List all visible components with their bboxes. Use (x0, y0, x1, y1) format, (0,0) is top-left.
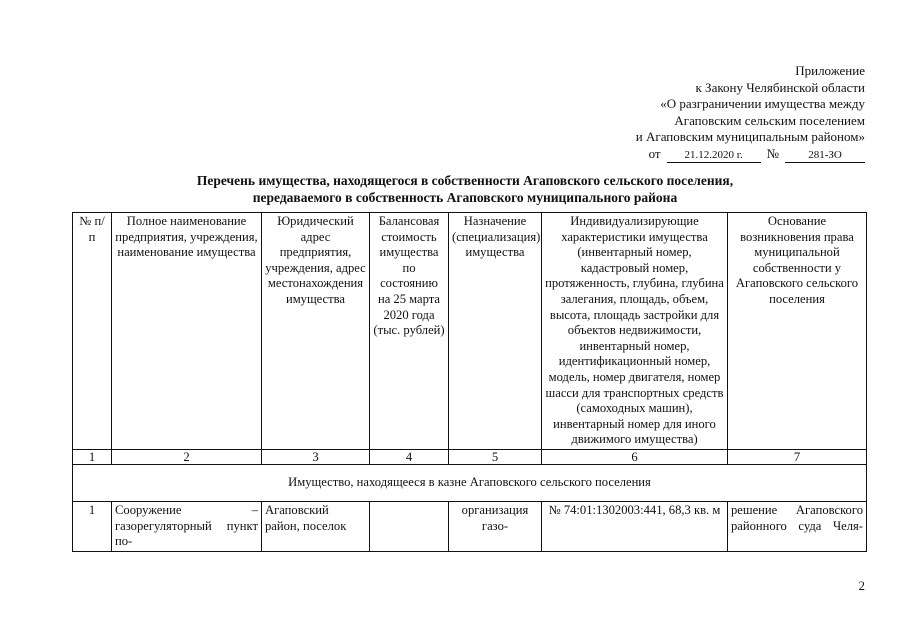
law-date-number (565, 146, 865, 163)
law-date: 21.12.2020 г. (667, 149, 761, 163)
property-table (72, 212, 867, 552)
section-row (73, 464, 867, 501)
law-number: 281-ЗО (785, 149, 865, 163)
row-characteristics: № 74:01:1302003:441, 68,3 кв. м (542, 501, 728, 551)
column-number: 4 (370, 449, 449, 464)
number-label: № (766, 145, 779, 161)
document-title (70, 172, 860, 206)
header-cell-name: Полное наименование предприятия, учреждения, наименование имущества (112, 213, 262, 450)
appendix-block (565, 63, 865, 163)
section-title: Имущество, находящееся в казне Агаповского сельского поселения (73, 464, 867, 501)
row-basis: решение Агаповского районного суда Челя- (728, 501, 867, 551)
row-purpose: организация газо- (449, 501, 542, 551)
title-line-1: Перечень имущества, находящегося в собственности Агаповского сельского поселения, (196, 173, 734, 188)
column-number: 6 (542, 449, 728, 464)
header-cell-number: № п/п (73, 213, 112, 450)
header-cell-address: Юридический адрес предприятия, учреждения, адрес местонахождения имущества (262, 213, 370, 450)
column-number: 7 (728, 449, 867, 464)
header-cell-basis: Основание возникновения права муниципальной собственности у Агаповского сельского поселения (728, 213, 867, 450)
appendix-line: Приложение (795, 63, 865, 78)
row-address: Агаповский район, поселок (262, 501, 370, 551)
column-number-row (73, 449, 867, 464)
column-number: 1 (73, 449, 112, 464)
header-cell-characteristics: Индивидуализирующие характеристики имущества (инвентарный номер, кадастровый номер, протяженность, глубина, глубина залегания, площадь, объем, высота, площадь застройки для объектов недвижимости, инвентарный номер, идентификационный номер, модель, номер двигателя, номер шасси для транспортных средств (самоходных машин), инвентарный номер для иного движимого имущества) (542, 213, 728, 450)
appendix-line: и Агаповским муниципальным районом» (635, 129, 865, 144)
table-header-row (73, 213, 867, 450)
row-number: 1 (73, 501, 112, 551)
column-number: 5 (449, 449, 542, 464)
column-number: 3 (262, 449, 370, 464)
page-number: 2 (858, 578, 865, 593)
row-name: Сооружение – газорегуляторный пункт по- (112, 501, 262, 551)
from-label: от (648, 145, 661, 161)
table-row (73, 501, 867, 551)
appendix-line: «О разграничении имущества между (660, 96, 865, 111)
row-value (370, 501, 449, 551)
header-cell-purpose: Назначение (специализация) имущества (449, 213, 542, 450)
header-cell-value: Балансовая стоимость имущества по состоянию на 25 марта 2020 года (тыс. рублей) (370, 213, 449, 450)
title-line-2: передаваемого в собственность Агаповского муниципального района (252, 190, 678, 205)
column-number: 2 (112, 449, 262, 464)
appendix-line: к Закону Челябинской области (695, 79, 865, 95)
appendix-line: Агаповским сельским поселением (674, 112, 865, 128)
